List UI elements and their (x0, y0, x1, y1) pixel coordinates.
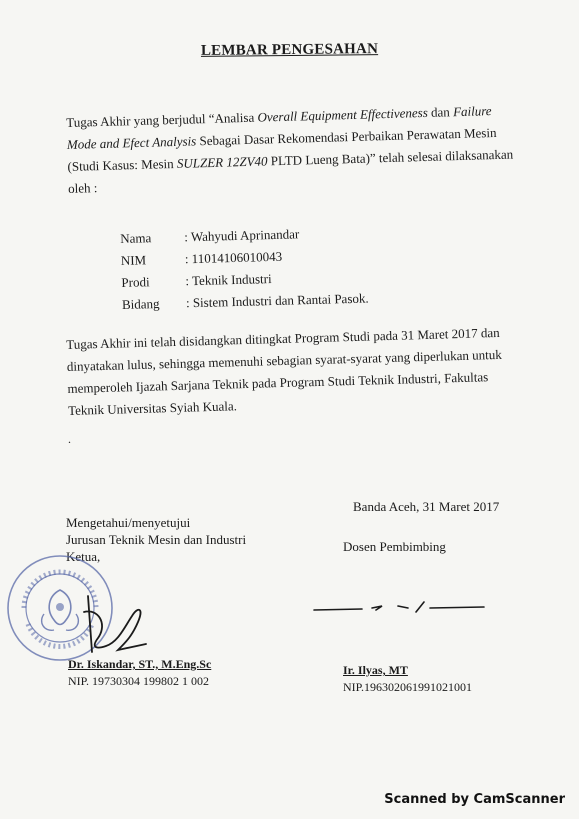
approval-line-3: Ketua, (66, 549, 101, 564)
info-value: : Wahyudi Aprinandar (184, 226, 300, 245)
intro-italic-2: Failure Mode and Efect Analysis (66, 103, 492, 152)
head-name: Dr. Iskandar, ST., M.Eng.Sc (68, 657, 212, 671)
place-date: Banda Aceh, 31 Maret 2017 (353, 499, 500, 514)
intro-text-2: dan (427, 104, 454, 120)
info-label: Prodi (121, 274, 150, 290)
info-label: NIM (120, 252, 147, 268)
info-label: Bidang (121, 295, 160, 312)
head-signature (58, 588, 158, 660)
supervisor-label: Dosen Pembimbing (343, 539, 446, 554)
head-nip: NIP. 19730304 199802 1 002 (68, 674, 210, 688)
defense-paragraph: Tugas Akhir ini telah disidangkan ditingkat Program Studi pada 31 Maret 2017 dan dinyatakan lulus, sehingga memenuhi sebagian syarat-syarat yang diperlukan untuk memperoleh Ijazah Sarjana Teknik pada Program Studi Teknik Industri, Fakultas Teknik Universitas Syiah Kuala. (66, 324, 502, 418)
info-value: : 11014106010043 (184, 248, 283, 267)
student-info (120, 219, 482, 316)
approval-line-1: Mengetahui/menyetujui (66, 515, 191, 530)
intro-italic-1: Overall Equipment Effectiveness (257, 104, 429, 125)
thesis-title-paragraph (66, 99, 516, 199)
info-value: : Sistem Industri dan Rantai Pasok. (185, 290, 369, 311)
intro-text-1: Tugas Akhir yang berjudul “Analisa (66, 109, 258, 130)
approval-line-2: Jurusan Teknik Mesin dan Industri (66, 532, 247, 547)
scanner-watermark: Scanned by CamScanner (384, 792, 565, 807)
page-title: LEMBAR PENGESAHAN (200, 41, 379, 59)
supervisor-signature (312, 596, 488, 620)
stray-mark: . (68, 432, 71, 446)
intro-text-4: PLTD Lueng Bata)” telah selesai dilaksanakan oleh : (67, 146, 514, 196)
info-label: Nama (120, 230, 152, 246)
supervisor-signatory (343, 662, 472, 696)
supervisor-name: Ir. Ilyas, MT (343, 663, 408, 677)
supervisor-nip: NIP.196302061991021001 (343, 680, 473, 694)
info-value: : Teknik Industri (185, 271, 272, 289)
intro-italic-3: SULZER 12ZV40 (176, 153, 268, 171)
head-signatory (68, 656, 211, 690)
intro-text-3: Sebagai Dasar Rekomendasi Perbaikan Perawatan Mesin (Studi Kasus: Mesin (67, 124, 497, 174)
